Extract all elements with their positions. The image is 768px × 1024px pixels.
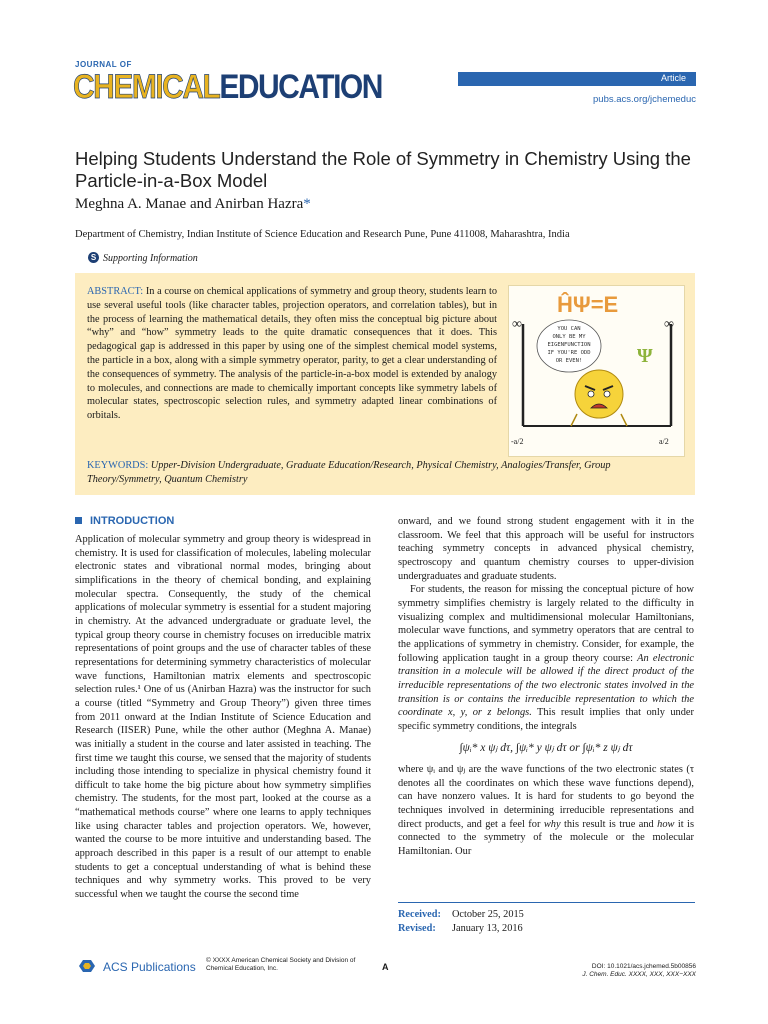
p4-text-c: it is connected to the symmetry of the molecule or the molecular Hamiltonian. Our — [398, 818, 694, 858]
intro-paragraph-1: Application of molecular symmetry and group theory is widespread in chemistry. It is used for classification of molecules, labeling molecular electronic states and vibrational normal modes, bringing about simplifications in the theory of chemical bonding, and explaining molecular spectra. Consequently, the study of the chemical applications of molecular symmetry is essential for a student majoring in chemistry. At the advanced undergraduate or graduate level, the typical group theory course in chemistry focuses on irreducible matrix representations of point groups and the use of character tables of these representations for determining symmetry characteristics of molecular wave functions, Hamiltonian matrix elements and spectroscopic selection rules.¹ One of us (Anirban Hazra) was the instructor for such a course (titled “Symmetry and Group Theory”) given three times from 2011 onward at the Indian Institute of Science Education and Research (IISER) Pune, while the other author (Meghna A. Manae) was initially a student in the course and later assisted in teaching. The first time we taught this course, we sensed that the majority of students including those intending to specialize in physical chemistry found it difficult to take home the big picture about how symmetry simplifies chemistry. The students, for the most part, looked at the course as a “mathematical methods course” where one learns to apply techniques like using character tables and projection operators. We, however, wanted the course to be more intuitive and understanding based. The approach described in this paper is a result of our attempt to enable students to get a conceptual understanding of what is behind these techniques and why symmetry works. This proved to be very successful when we taught the course the second time — [75, 534, 371, 901]
doi-citation — [582, 963, 696, 979]
speech-line-5: OR EVEN! — [555, 358, 583, 364]
toc-graphic — [508, 285, 685, 457]
corresponding-author-mark[interactable]: * — [303, 196, 311, 212]
author-list — [75, 196, 311, 213]
intro-paragraph-2: onward, and we found strong student engagement with it in the classroom. We feel that this approach will be useful for instructors teaching symmetry concepts in advanced physical chemistry, spectroscopy and quantum chemistry courses to upper-division undergraduates and graduate students. — [398, 516, 694, 582]
p3-text-a: For students, the reason for missing the conceptual picture of how symmetry simplifies chemistry is largely related to the difficulty in visualizing complex and multidimensional molecular Hamiltonians, molecular wave functions, and symmetry operators that are central to the applications of symmetry in chemistry. Consider, for example, the following application taught in a group theory course: — [398, 584, 694, 664]
article-history — [398, 908, 524, 936]
received-row — [398, 908, 524, 922]
keywords — [87, 459, 687, 487]
section-marker-icon — [75, 517, 82, 524]
infinity-left: ∞ — [512, 317, 522, 332]
page-number: A — [382, 962, 389, 972]
supporting-info-icon: S — [88, 252, 99, 263]
p4-text-b: this result is true and — [560, 818, 658, 830]
abstract — [87, 285, 497, 423]
p4-why: why — [543, 818, 561, 830]
schrodinger-equation: ĤΨ=E — [557, 292, 619, 317]
speech-line-4: IF YOU'RE ODD — [547, 350, 591, 356]
p3-italic-statement: An electronic transition in a molecule will be allowed if the direct product of the irreducible representations of the two electronic states involved in the transition is or contains the irreducible representation to which the coordinate x, y, or z belongs. — [398, 652, 694, 719]
supporting-information-link[interactable] — [88, 252, 198, 264]
infinity-right: ∞ — [664, 317, 674, 332]
keywords-list: Upper-Division Undergraduate, Graduate Education/Research, Physical Chemistry, Analogies/Transfer, Group Theory/Symmetry, Quantum Chemistry — [87, 460, 611, 485]
section-heading-introduction — [75, 515, 174, 527]
p4-text-a: where ψᵢ and ψⱼ are the wave functions of the two electronic states (τ denotes all the coordinates on which these wave functions depend), can have nonzero values. It is hard for students to go beyond the techniques involved in determining irreducible representations and direct products, and get a feel for — [398, 764, 694, 830]
grumpy-face-icon — [575, 370, 623, 418]
supporting-info-label: Supporting Information — [103, 253, 198, 264]
copyright-notice: © XXXX American Chemical Society and Division of Chemical Education, Inc. — [206, 957, 356, 972]
paper-title: Helping Students Understand the Role of Symmetry in Chemistry Using the Particle-in-a-Box Model — [75, 148, 691, 191]
article-type-label: Article — [660, 73, 686, 83]
speech-line-2: ONLY BE MY — [552, 334, 586, 340]
speech-line-1: YOU CAN — [557, 326, 581, 332]
abstract-label: ABSTRACT: — [87, 286, 144, 297]
journal-citation: J. Chem. Educ. XXXX, XXX, XXX−XXX — [582, 971, 696, 978]
p3-text-b: This result implies that only under specific symmetry conditions, the integrals — [398, 707, 695, 732]
intro-paragraph-4 — [398, 763, 694, 859]
revised-row — [398, 922, 524, 936]
particle-in-box-illustration — [509, 286, 684, 456]
journal-url-link[interactable]: pubs.acs.org/jchemeduc — [593, 94, 696, 105]
left-bound-label: -a/2 — [511, 437, 524, 446]
journal-logo-education: EDUCATION — [219, 68, 382, 107]
revised-label: Revised: — [398, 923, 436, 934]
affiliation: Department of Chemistry, Indian Institute of Science Education and Research Pune, Pune 411008, Maharashtra, India — [75, 229, 570, 240]
journal-logo-top: JOURNAL OF — [75, 60, 132, 69]
right-bound-label: a/2 — [659, 437, 669, 446]
journal-logo-chemical: CHEMICAL — [73, 68, 220, 107]
body-column-left — [75, 533, 371, 902]
history-divider — [398, 902, 695, 903]
abstract-body: In a course on chemical applications of symmetry and group theory, students learn to use several useful tools (like character tables, projection operators, and correlation tables), but in the process of learning the mathematical details, they often miss the conceptual big picture about “why” and “how” symmetry leads to the quite dramatic consequences that it does. This pedagogical gap is addressed in this paper by using one of the simplest chemical model systems, the particle in a box, along with a simple symmetry operator, parity, to get a clear understanding of the consequences of symmetry. The analysis of the particle-in-a-box model is extended by analogy to molecules, and connections are made to chemically important concepts like symmetry labels of molecular states, spectroscopic selection rules, and symmetry adapted linear combinations of orbitals. — [87, 286, 498, 422]
acs-hexagon-icon — [75, 958, 99, 974]
right-eye — [604, 391, 610, 397]
keywords-label: KEYWORDS: — [87, 460, 149, 471]
publisher-name: ACS Publications — [103, 960, 196, 974]
article-type-badge — [458, 72, 696, 86]
integrals-equation: ∫ψᵢ* x ψⱼ dτ, ∫ψᵢ* y ψⱼ dτ or ∫ψᵢ* z ψⱼ dτ — [459, 741, 633, 754]
psi-symbol: Ψ — [637, 345, 653, 367]
received-date: October 25, 2015 — [452, 909, 524, 920]
journal-logo — [73, 66, 382, 110]
left-eye — [588, 391, 594, 397]
intro-paragraph-3 — [398, 583, 694, 733]
authors-text: Meghna A. Manae and Anirban Hazra — [75, 196, 304, 212]
revised-date: January 13, 2016 — [452, 923, 523, 934]
doi-link[interactable]: DOI: 10.1021/acs.jchemed.5b00856 — [591, 963, 696, 970]
p4-how: how — [657, 818, 675, 830]
speech-line-3: EIGENFUNCTION — [547, 342, 591, 348]
received-label: Received: — [398, 909, 441, 920]
body-column-right — [398, 515, 694, 859]
acs-publications-logo[interactable] — [75, 958, 196, 974]
section-heading-label: INTRODUCTION — [90, 515, 175, 527]
